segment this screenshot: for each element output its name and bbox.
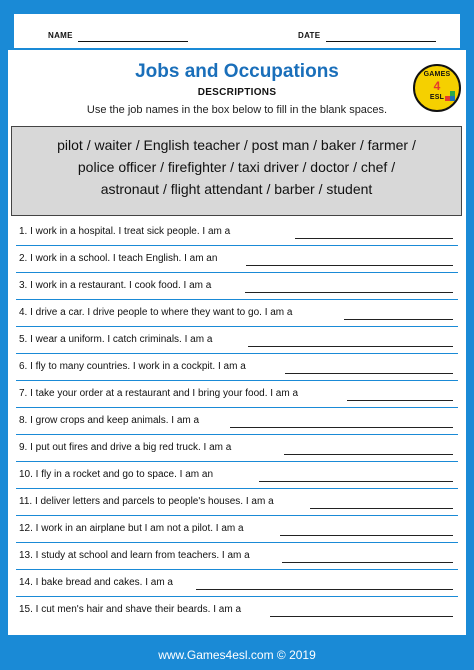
answer-blank-13[interactable]	[282, 562, 453, 563]
name-label: NAME	[48, 31, 73, 40]
answer-blank-14[interactable]	[196, 589, 453, 590]
divider	[16, 596, 458, 597]
answer-blank-10[interactable]	[259, 481, 453, 482]
question-11: 11. I deliver letters and parcels to people's houses. I am a	[19, 496, 274, 507]
question-6: 6. I fly to many countries. I work in a cockpit. I am a	[19, 361, 246, 372]
divider	[16, 326, 458, 327]
question-4: 4. I drive a car. I drive people to where they want to go. I am a	[19, 307, 293, 318]
answer-blank-15[interactable]	[270, 616, 453, 617]
question-14: 14. I bake bread and cakes. I am a	[19, 577, 173, 588]
divider	[16, 461, 458, 462]
divider	[16, 488, 458, 489]
instructions: Use the job names in the box below to fill in the blank spaces.	[86, 104, 388, 116]
question-8: 8. I grow crops and keep animals. I am a	[19, 415, 200, 426]
answer-blank-2[interactable]	[246, 265, 453, 266]
answer-blank-7[interactable]	[347, 400, 453, 401]
name-date-box	[14, 14, 460, 48]
divider	[16, 407, 458, 408]
answer-blank-9[interactable]	[284, 454, 453, 455]
logo-text-middle: 4	[433, 79, 441, 93]
answer-blank-12[interactable]	[280, 535, 453, 536]
answer-blank-11[interactable]	[310, 508, 453, 509]
worksheet	[8, 8, 466, 635]
question-1: 1. I work in a hospital. I treat sick people. I am a	[19, 226, 231, 237]
divider	[16, 299, 458, 300]
divider	[16, 245, 458, 246]
question-12: 12. I work in an airplane but I am not a pilot. I am a	[19, 523, 244, 534]
logo-text-top: GAMES	[423, 71, 451, 78]
logo-text-bottom: ESL	[429, 94, 445, 101]
question-13: 13. I study at school and learn from teachers. I am a	[19, 550, 250, 561]
divider	[16, 434, 458, 435]
answer-blank-3[interactable]	[245, 292, 453, 293]
question-2: 2. I work in a school. I teach English. I am an	[19, 253, 218, 264]
page-subtitle: DESCRIPTIONS	[197, 87, 277, 98]
question-10: 10. I fly in a rocket and go to space. I am an	[19, 469, 213, 480]
divider	[16, 380, 458, 381]
answer-blank-8[interactable]	[230, 427, 453, 428]
name-field[interactable]	[78, 41, 188, 42]
divider	[16, 515, 458, 516]
word-bank	[11, 126, 462, 216]
header-bar	[8, 8, 466, 50]
page-title: Jobs and Occupations	[135, 61, 339, 82]
divider	[16, 272, 458, 273]
divider	[16, 542, 458, 543]
question-3: 3. I work in a restaurant. I cook food. I am a	[19, 280, 212, 291]
question-7: 7. I take your order at a restaurant and I bring your food. I am a	[19, 388, 299, 399]
question-9: 9. I put out fires and drive a big red truck. I am a	[19, 442, 232, 453]
word-bank-line: astronaut / flight attendant / barber / student	[100, 181, 373, 197]
question-5: 5. I wear a uniform. I catch criminals. I am a	[19, 334, 213, 345]
answer-blank-4[interactable]	[344, 319, 453, 320]
date-label: DATE	[298, 31, 321, 40]
divider	[16, 569, 458, 570]
question-15: 15. I cut men's hair and shave their beards. I am a	[19, 604, 242, 615]
footer-website: www.Games4esl.com © 2019	[158, 648, 316, 662]
answer-blank-5[interactable]	[248, 346, 453, 347]
answer-blank-6[interactable]	[285, 373, 453, 374]
date-field[interactable]	[326, 41, 436, 42]
word-bank-line: pilot / waiter / English teacher / post man / baker / farmer /	[57, 137, 416, 153]
word-bank-line: police officer / firefighter / taxi driver / doctor / chef /	[77, 159, 396, 175]
divider	[16, 353, 458, 354]
games4esl-logo	[413, 64, 461, 112]
logo-block-icon	[450, 96, 455, 101]
answer-blank-1[interactable]	[295, 238, 453, 239]
